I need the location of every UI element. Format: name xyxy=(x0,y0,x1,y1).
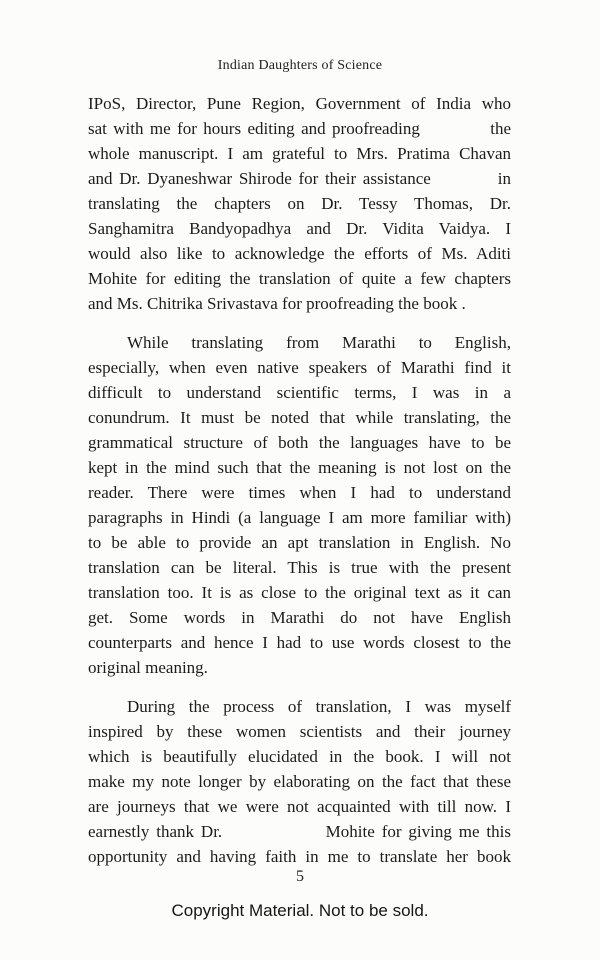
page-body-text xyxy=(88,91,511,869)
text-line: to be able to provide an apt translation in English. No xyxy=(88,533,511,552)
text-line: earnestly thank Dr. Mohite for giving me this xyxy=(88,822,511,841)
page-number: 5 xyxy=(296,868,304,885)
text-line: translation too. It is as close to the original text as it can xyxy=(88,583,511,602)
text-line: inspired by these women scientists and their journey xyxy=(88,722,511,741)
text-line: counterparts and hence I had to use words closest to the xyxy=(88,633,511,652)
text-line: Mohite for editing the translation of quite a few chapters xyxy=(88,269,511,288)
text-line: paragraphs in Hindi (a language I am more familiar with) xyxy=(88,508,511,527)
text-line: whole manuscript. I am grateful to Mrs. Pratima Chavan xyxy=(88,144,511,163)
text-line: are journeys that we were not acquainted with till now. I xyxy=(88,797,511,816)
text-line: difficult to understand scientific terms, I was in a xyxy=(88,383,511,402)
text-line: make my note longer by elaborating on the fact that these xyxy=(88,772,511,791)
paragraph xyxy=(88,330,511,680)
text-line: Sanghamitra Bandyopadhya and Dr. Vidita Vaidya. I xyxy=(88,219,511,238)
copyright-notice: Copyright Material. Not to be sold. xyxy=(171,901,429,920)
text-line: get. Some words in Marathi do not have English xyxy=(88,608,511,627)
text-line: especially, when even native speakers of Marathi find it xyxy=(88,358,511,377)
running-header: Indian Daughters of Science xyxy=(217,58,383,73)
text-line: conundrum. It must be noted that while translating, the xyxy=(88,408,511,427)
text-line: which is beautifully elucidated in the book. I will not xyxy=(88,747,511,766)
text-line: translation can be literal. This is true with the present xyxy=(88,558,511,577)
text-line: and Dr. Dyaneshwar Shirode for their assistance in xyxy=(88,169,511,188)
text-line: opportunity and having faith in me to translate her book xyxy=(88,847,511,866)
text-line: would also like to acknowledge the efforts of Ms. Aditi xyxy=(88,244,511,263)
text-line: grammatical structure of both the languages have to be xyxy=(88,433,511,452)
text-line: and Ms. Chitrika Srivastava for proofreading the book . xyxy=(88,294,466,313)
text-line: sat with me for hours editing and proofreading the xyxy=(88,119,511,138)
text-line: original meaning. xyxy=(88,658,208,677)
paragraph xyxy=(88,91,511,316)
text-line: IPoS, Director, Pune Region, Government of India who xyxy=(88,94,511,113)
text-line: reader. There were times when I had to understand xyxy=(88,483,511,502)
text-line: translating the chapters on Dr. Tessy Thomas, Dr. xyxy=(88,194,511,213)
text-line: While translating from Marathi to English, xyxy=(127,333,511,352)
text-line: kept in the mind such that the meaning is not lost on the xyxy=(88,458,511,477)
text-line: During the process of translation, I was myself xyxy=(127,697,511,716)
paragraph xyxy=(88,694,511,869)
